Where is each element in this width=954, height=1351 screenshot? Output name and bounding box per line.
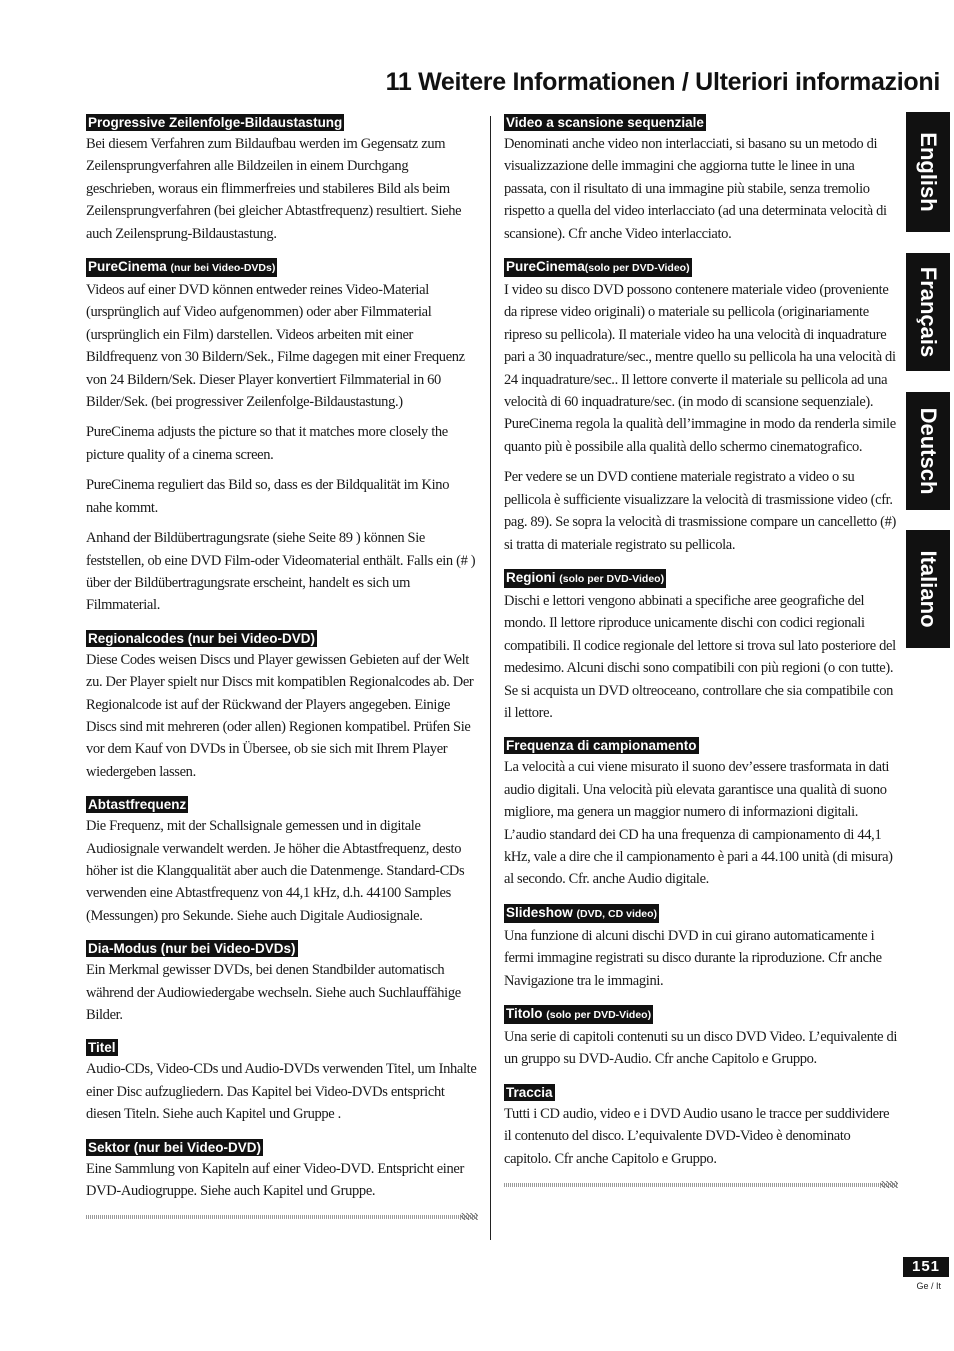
tab-italiano[interactable] bbox=[906, 530, 950, 648]
tab-english[interactable] bbox=[906, 112, 950, 232]
entry-heading bbox=[86, 796, 188, 813]
entry-paragraph: Ein Merkmal gewisser DVDs, bei denen Standbilder automatisch während der Audiowiedergabe wechseln. Siehe auch Suchlauffähige Bilder. bbox=[86, 962, 461, 1023]
entry-heading-text: Dia-Modus (nur bei Video-DVDs) bbox=[88, 941, 296, 957]
entry-paragraph: PureCinema adjusts the picture so that it matches more closely the picture quality of a cinema screen. bbox=[86, 424, 448, 463]
glossary-entry bbox=[504, 258, 898, 556]
entry-heading-text: PureCinema bbox=[506, 259, 585, 275]
tab-label: Deutsch bbox=[916, 407, 941, 495]
glossary-entry bbox=[504, 114, 898, 245]
entry-heading-text: Regionalcodes (nur bei Video-DVD) bbox=[88, 630, 316, 646]
entry-heading bbox=[504, 569, 666, 588]
column-end-rule bbox=[86, 1215, 478, 1219]
entry-heading bbox=[86, 114, 344, 131]
entry-paragraph: Diese Codes weisen Discs und Player gewissen Gebieten auf der Welt zu. Der Player spielt nur Discs mit kompatiblen Regionalcodes ab. Der Regionalcode ist auf der Rückwand der Players angegeben. Einige Discs sind mit mehreren (oder allen) Regionen kompatibel. Prüfen Sie vor dem Kauf von DVDs in Übersee, ob sie sich mit Ihrem Player wiedergeben lassen. bbox=[86, 651, 474, 780]
entry-heading bbox=[86, 940, 298, 957]
glossary-entry bbox=[504, 737, 898, 890]
entry-heading bbox=[504, 258, 692, 277]
entry-heading-text: Titel bbox=[88, 1040, 116, 1056]
glossary-entry bbox=[86, 258, 478, 617]
entry-paragraph: Die Frequenz, mit der Schallsignale gemessen und in digitale Audiosignale verwandelt werden. Je höher die Abtastfrequenz, desto höher ist die Klangqualität aber auch die Datenmenge. Standard-CDs verwenden eine Abtastfrequenz von 44,1 kHz, d.h. 44100 Samples (Messungen) pro Sekunde. Siehe auch Digitale Audiosignale. bbox=[86, 818, 465, 924]
entry-paragraph: Audio-CDs, Video-CDs und Audio-DVDs verwenden Titel, um Inhalte einer Disc aufzugliedern. Das Kapitel bei Video-DVDs entspricht diesen Titeln. Siehe auch Kapitel und Gruppe . bbox=[86, 1061, 477, 1123]
column-german bbox=[86, 114, 478, 1219]
entry-paragraph: Una serie di capitoli contenuti su un disco DVD Video. L’equivalente di un gruppo su DVD-Audio. Cfr anche Capitolo e Gruppo. bbox=[504, 1029, 898, 1068]
entry-paragraph: Tutti i CD audio, video e i DVD Audio usano le tracce per suddividere il contenuto del disco. L’equivalente DVD-Video è denominato capitolo. Cfr anche Capitolo e Gruppo. bbox=[504, 1105, 890, 1167]
entry-heading-qualifier: (nur bei Video-DVDs) bbox=[170, 262, 276, 275]
glossary-entry bbox=[86, 114, 478, 245]
entry-paragraph: Eine Sammlung von Kapiteln auf einer Video-DVD. Entspricht einer DVD-Audiogruppe. Siehe auch Kapitel und Gruppe. bbox=[86, 1160, 464, 1200]
entry-paragraph: I video su disco DVD possono contenere materiale video (proveniente da riprese video originali) o materiale su pellicola (originariamente ripreso su pellicola). Il materiale video ha una velocità di inquadrature pari a 30 inquadrature/sec., mentre quello su pellicola ha una velocità di 24 inquadrature/sec.. Il lettore converte il materiale su pellicola ad una velocità di 60 inquadrature/sec. (in modo di scansione sequenziale). PureCinema regola la qualità dell’immagine in modo da renderla simile quanto più è possibile alla qualità dello schermo cinematografico. bbox=[504, 282, 896, 455]
glossary-entry bbox=[86, 796, 478, 927]
entry-heading-qualifier: (solo per DVD-Video) bbox=[559, 572, 665, 585]
entry-paragraph: Una funzione di alcuni dischi DVD in cui girano automaticamente i fermi immagine registrati su disco durante la riproduzione. Cfr anche Navigazione tra le immagini. bbox=[504, 927, 882, 989]
glossary-entry bbox=[504, 1005, 898, 1071]
column-italian bbox=[504, 114, 898, 1187]
entry-paragraph: Denominati anche video non interlacciati, si basano su un metodo di visualizzazione delle immagini che aggiorna tutte le linee in una passata, con il risultato di una immagine più stabile, senza tremolio rispetto a quella del video interlacciato (ad una determinata velocità di scansione). Cfr anche Video interlacciato. bbox=[504, 136, 887, 242]
glossary-entry bbox=[504, 569, 898, 724]
entry-paragraph: PureCinema reguliert das Bild so, dass es der Bildqualität im Kino nahe kommt. bbox=[86, 477, 450, 516]
entry-paragraph: Dischi e lettori vengono abbinati a specifiche aree geografiche del mondo. Il lettore riproduce unicamente dischi con codici regionali compatibili. Il codice regionale del lettore si trova sul lato posteriore del medesimo. Alcuni dischi sono compatibili con più regioni (o con tutte). Se si acquista un DVD oltreoceano, controllare che sia compatibile con il lettore. bbox=[504, 592, 896, 721]
entry-heading bbox=[86, 630, 317, 647]
entry-heading bbox=[504, 1084, 555, 1101]
tab-francais[interactable] bbox=[906, 253, 950, 371]
entry-paragraph: Videos auf einer DVD können entweder reines Video-Material (ursprünglich auf Video aufgenommen) oder aber Filmmaterial (ursprünglich ein Film) darstellen. Videos arbeiten mit einer Bildfrequenz von 30 Bildern/Sek., Filme dagegen mit einer Frequenz von 24 Bildern/Sek. Dieser Player konvertiert Filmmaterial in 60 Bilder/Sek. (bei progressiver Zeilenfolge-Bildaustastung.) bbox=[86, 282, 465, 411]
glossary-entry bbox=[86, 1039, 478, 1125]
entry-heading-text: Regioni bbox=[506, 569, 560, 585]
entry-heading-text: Video a scansione sequenziale bbox=[506, 115, 704, 130]
entry-paragraph: Bei diesem Verfahren zum Bildaufbau werden im Gegensatz zum Zeilensprungverfahren alle Bildzeilen in einem Durchgang geschrieben, woraus ein flimmerfreies und stabileres Bild als beim Zeilensprungverfahren (bei gleicher Abtastfrequenz) resultiert. Siehe auch Zeilensprung-Bildaustastung. bbox=[86, 136, 462, 242]
entry-heading bbox=[504, 1005, 653, 1024]
tab-label: Italiano bbox=[916, 550, 941, 628]
entry-heading-text: Slideshow bbox=[506, 904, 577, 920]
glossary-entry bbox=[504, 904, 898, 992]
entry-heading-text: Traccia bbox=[506, 1084, 553, 1100]
glossary-entry bbox=[86, 630, 478, 783]
column-end-rule bbox=[504, 1183, 898, 1187]
page-title: 11 Weitere Informationen / Ulteriori informazioni bbox=[385, 68, 940, 96]
entry-heading-text: Titolo bbox=[506, 1006, 547, 1021]
entry-heading-text: Sektor (nur bei Video-DVD) bbox=[88, 1139, 262, 1155]
page-language-code: Ge / It bbox=[916, 1281, 941, 1291]
entry-heading bbox=[86, 1139, 263, 1156]
entry-paragraph: La velocità a cui viene misurato il suono dev’essere trasformata in dati audio digitali. Una velocità più elevata garantisce una qualità di suono migliore, ma genera un maggior numero di informazioni digitali. L’audio standard dei CD ha una frequenza di campionamento di 44,1 kHz, vale a dire che il campionamento è pari a 44.100 unità (di misura) al secondo. Cfr. anche Audio digitale. bbox=[504, 759, 893, 888]
entry-paragraph: Anhand der Bildübertragungsrate (siehe Seite 89 ) können Sie feststellen, ob eine DVD Film-oder Videomaterial enthält. Falls ein (# ) über der Bildübertragungsrate erscheint, handelt es sich um Filmmaterial. bbox=[86, 530, 476, 614]
glossary-entry bbox=[504, 1084, 898, 1170]
entry-heading bbox=[504, 904, 659, 923]
entry-heading-qualifier: (DVD, CD video) bbox=[576, 907, 658, 920]
entry-heading-text: Frequenza di campionamento bbox=[506, 738, 697, 754]
entry-heading bbox=[86, 258, 277, 277]
column-divider bbox=[490, 116, 491, 1240]
entry-heading-text: Abtastfrequenz bbox=[88, 797, 187, 813]
entry-heading bbox=[86, 1039, 118, 1056]
entry-paragraph: Per vedere se un DVD contiene materiale registrato a video o su pellicola è sufficiente visualizzare la velocità di trasmissione video (cfr. pag. 89). Se sopra la velocità di trasmissione compare un cancelletto (#) si tratta di materiale registrato su pellicola. bbox=[504, 469, 896, 553]
tab-label: English bbox=[916, 132, 941, 212]
page-number: 151 bbox=[903, 1257, 949, 1277]
entry-heading-qualifier: (solo per DVD-Video) bbox=[546, 1009, 652, 1021]
entry-heading-text: PureCinema bbox=[88, 259, 171, 275]
tab-label: Français bbox=[916, 266, 941, 358]
tab-deutsch[interactable] bbox=[906, 392, 950, 510]
entry-heading bbox=[504, 737, 699, 754]
glossary-entry bbox=[86, 1139, 478, 1203]
entry-heading-text: Progressive Zeilenfolge-Bildaustastung bbox=[88, 115, 343, 130]
entry-heading-qualifier: (solo per DVD-Video) bbox=[584, 262, 690, 275]
glossary-entry bbox=[86, 940, 478, 1026]
entry-heading bbox=[504, 114, 706, 131]
